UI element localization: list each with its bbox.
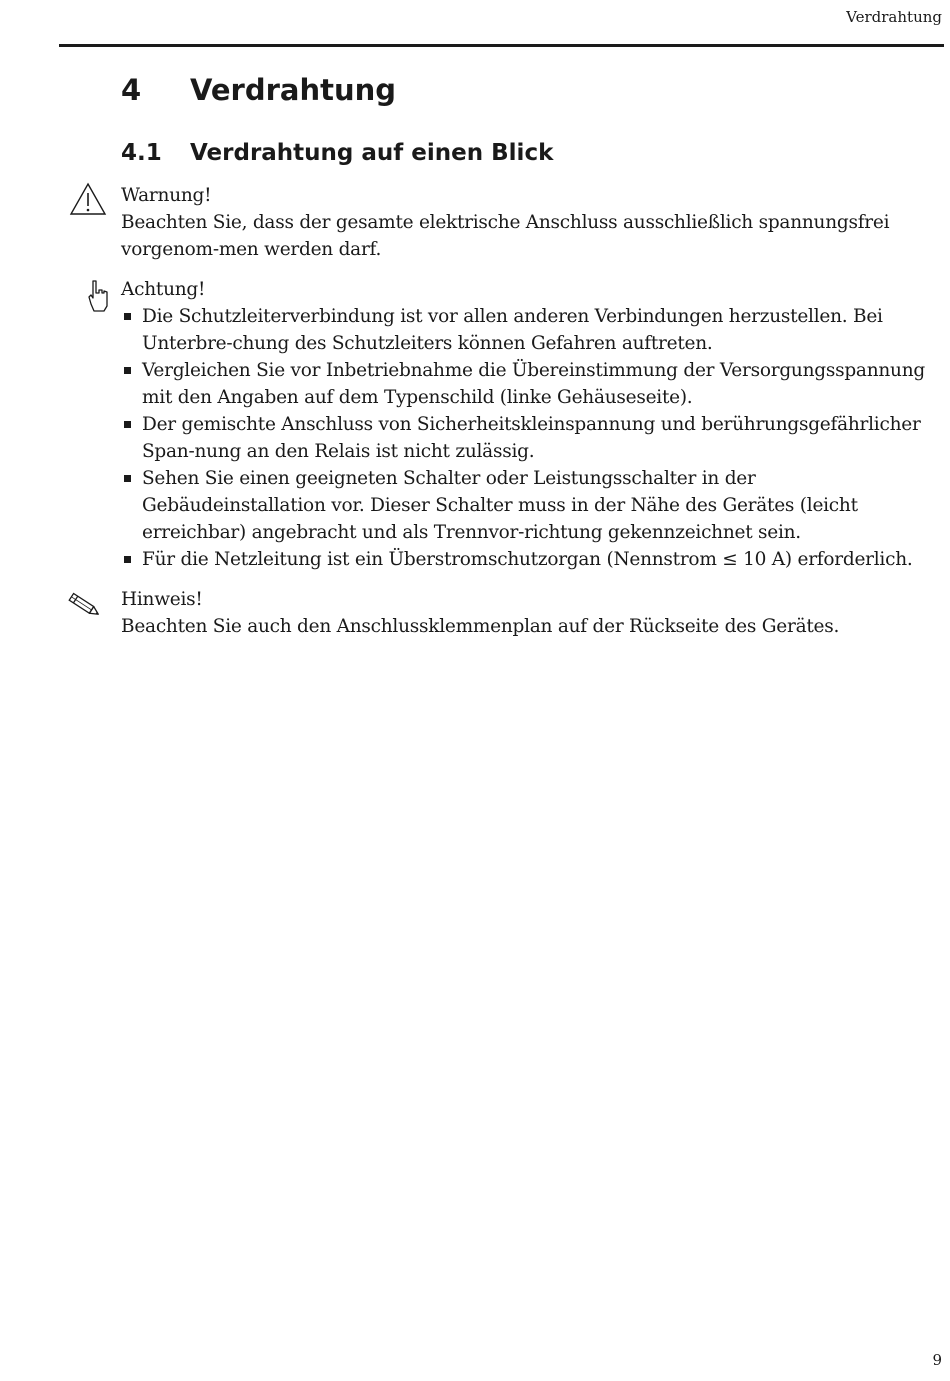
- caution-label: Achtung!: [121, 279, 206, 300]
- warning-text: Beachten Sie, dass der gesamte elektrische Anschluss ausschließlich spannungsfrei vorgenom-men werden darf.: [121, 212, 890, 260]
- chapter-number: 4: [121, 73, 142, 107]
- caution-item: Für die Netzleitung ist ein Überstromschutzorgan (Nennstrom ≤ 10 A) erforderlich.: [121, 546, 941, 573]
- note-text: Beachten Sie auch den Anschlussklemmenplan auf der Rückseite des Gerätes.: [121, 616, 840, 637]
- page-number: 9: [932, 1351, 942, 1369]
- warning-label: Warnung!: [121, 185, 212, 206]
- caution-item: Vergleichen Sie vor Inbetriebnahme die Übereinstimmung der Versorgungsspannung mit den Angaben auf dem Typenschild (linke Gehäuseseite).: [121, 357, 941, 411]
- chapter-title-text: Verdrahtung: [190, 73, 397, 107]
- warning-triangle-icon: [69, 182, 107, 216]
- section-number: 4.1: [121, 140, 162, 166]
- header-rule: [59, 44, 944, 47]
- pointing-hand-icon: [87, 279, 109, 313]
- chapter-title: [121, 70, 396, 110]
- section-title-text: Verdrahtung auf einen Blick: [190, 140, 554, 166]
- caution-notice: [121, 276, 941, 573]
- caution-item: Der gemischte Anschluss von Sicherheitskleinspannung und berührungsgefährlicher Span-nung an den Relais ist nicht zulässig.: [121, 411, 941, 465]
- section-title: [121, 137, 553, 169]
- caution-list: [121, 303, 941, 573]
- note-notice: [121, 586, 941, 640]
- pencil-icon: [65, 592, 103, 618]
- warning-notice: [121, 182, 941, 263]
- caution-item: Sehen Sie einen geeigneten Schalter oder Leistungsschalter in der Gebäudeinstallation vor. Dieser Schalter muss in der Nähe des Gerätes (leicht erreichbar) angebracht und als Trennvor-richtung gekennzeichnet sein.: [121, 465, 941, 546]
- caution-item: Die Schutzleiterverbindung ist vor allen anderen Verbindungen herzustellen. Bei Unterbre-chung des Schutzleiters können Gefahren auftreten.: [121, 303, 941, 357]
- note-label: Hinweis!: [121, 589, 203, 610]
- running-header: Verdrahtung: [846, 8, 942, 26]
